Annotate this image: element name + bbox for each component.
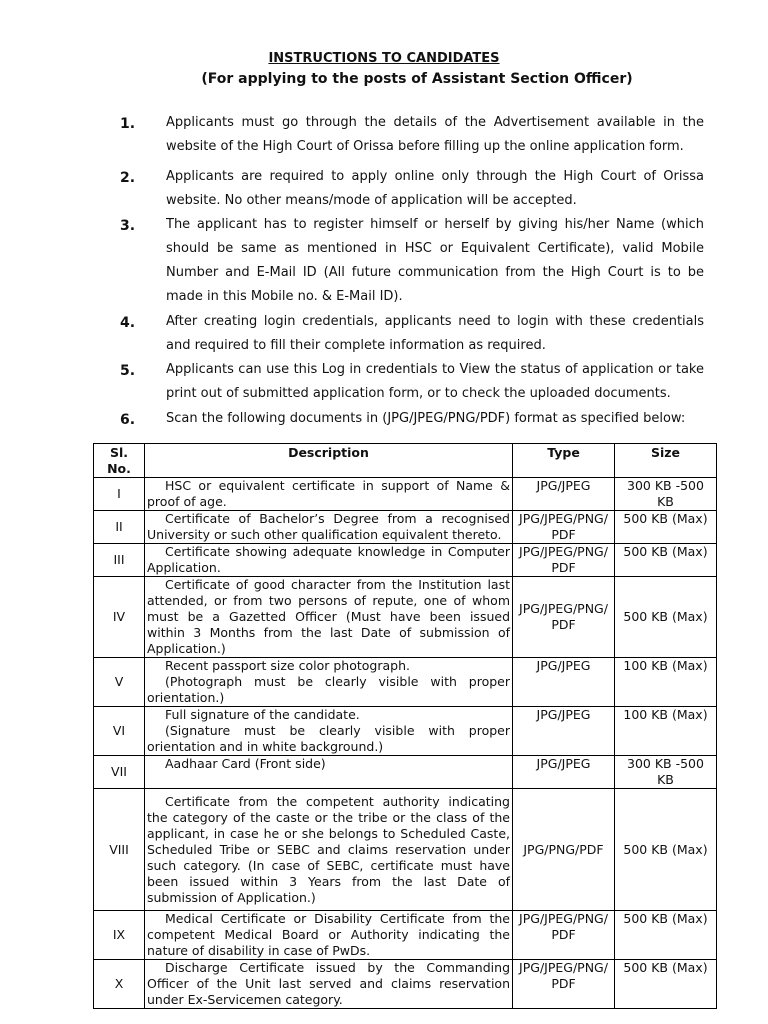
instruction-text: Scan the following documents in (JPG/JPEG/PNG/PDF) format as specified below: xyxy=(166,411,686,426)
row-desc-text: Medical Certificate or Disability Certificate from the competent Medical Board or Authority indicating the nature of disability in case of PwDs. xyxy=(147,911,510,958)
row-type: JPG/JPEG/PNG/ PDF xyxy=(513,511,615,544)
table-row xyxy=(94,577,717,658)
row-sl: IX xyxy=(94,911,145,960)
instruction-number: 2. xyxy=(120,170,136,186)
row-description xyxy=(145,707,513,756)
row-type: JPG/JPEG/PNG/ PDF xyxy=(513,544,615,577)
instruction-number: 4. xyxy=(120,315,136,331)
table-row xyxy=(94,756,717,789)
row-desc-text: Recent passport size color photograph. xyxy=(165,658,410,673)
row-sl: II xyxy=(94,511,145,544)
row-type: JPG/JPEG xyxy=(513,707,615,756)
instruction-number: 3. xyxy=(120,218,136,234)
instruction-number: 6. xyxy=(120,412,136,428)
document-subtitle: (For applying to the posts of Assistant Section Officer) xyxy=(201,71,633,87)
table-row xyxy=(94,707,717,756)
row-size: 500 KB (Max) xyxy=(615,544,717,577)
document-title: INSTRUCTIONS TO CANDIDATES xyxy=(268,51,500,66)
row-desc-text: Certificate of Bachelor’s Degree from a recognised University or such other qualification equivalent thereto. xyxy=(147,511,510,542)
table-row xyxy=(94,658,717,707)
row-sl: IV xyxy=(94,577,145,658)
row-sl: V xyxy=(94,658,145,707)
header-type: Type xyxy=(513,444,615,478)
row-sl: VIII xyxy=(94,789,145,911)
row-desc-text: Certificate from the competent authority indicating the category of the caste or the tribe or the class of the applicant, in case he or she belongs to Scheduled Caste, Scheduled Tribe or SEBC and claims reservation under such category. (In case of SEBC, certificate must have been issued within 3 Years from the last Date of submission of Application.) xyxy=(147,793,510,905)
row-sl: I xyxy=(94,478,145,511)
row-type: JPG/PNG/PDF xyxy=(513,789,615,911)
row-desc-text: HSC or equivalent certificate in support of Name & proof of age. xyxy=(147,478,510,509)
header-sl-no: Sl. No. xyxy=(94,444,145,478)
instruction-text: Applicants can use this Log in credentials to View the status of application or take print out of submitted application form, or to check the uploaded documents. xyxy=(166,362,704,401)
instruction-text: Applicants are required to apply online only through the High Court of Orissa website. No other means/mode of application will be accepted. xyxy=(166,169,704,208)
row-description xyxy=(145,544,513,577)
row-size: 500 KB (Max) xyxy=(615,789,717,911)
table-row xyxy=(94,511,717,544)
row-size: 500 KB (Max) xyxy=(615,960,717,1009)
row-type: JPG/JPEG/PNG/ PDF xyxy=(513,577,615,658)
row-size: 100 KB (Max) xyxy=(615,707,717,756)
row-desc-text: Aadhaar Card (Front side) xyxy=(165,756,326,771)
table-row xyxy=(94,911,717,960)
table-row xyxy=(94,960,717,1009)
header-description: Description xyxy=(145,444,513,478)
instruction-number: 1. xyxy=(120,116,136,132)
instruction-text: After creating login credentials, applicants need to login with these credentials and required to fill their complete information as required. xyxy=(166,314,704,353)
documents-table xyxy=(93,443,717,1009)
row-sl: X xyxy=(94,960,145,1009)
row-desc-text: Full signature of the candidate. xyxy=(165,707,360,722)
table-row xyxy=(94,789,717,911)
header-size: Size xyxy=(615,444,717,478)
instruction-number: 5. xyxy=(120,363,136,379)
row-sl: VII xyxy=(94,756,145,789)
row-desc-text: Certificate showing adequate knowledge in Computer Application. xyxy=(147,544,510,575)
row-type: JPG/JPEG xyxy=(513,658,615,707)
row-desc-text: Discharge Certificate issued by the Commanding Officer of the Unit last served and claims reservation under Ex-Servicemen category. xyxy=(147,960,510,1007)
row-description xyxy=(145,911,513,960)
row-size: 500 KB (Max) xyxy=(615,911,717,960)
row-description xyxy=(145,789,513,911)
row-desc-note: (Signature must be clearly visible with proper orientation and in white background.) xyxy=(147,723,510,754)
table-header-row xyxy=(94,444,717,478)
row-size: 300 KB -500 KB xyxy=(615,756,717,789)
table-row xyxy=(94,478,717,511)
row-description xyxy=(145,960,513,1009)
row-size: 300 KB -500 KB xyxy=(615,478,717,511)
row-type: JPG/JPEG xyxy=(513,478,615,511)
row-size: 500 KB (Max) xyxy=(615,511,717,544)
row-description xyxy=(145,511,513,544)
table-row xyxy=(94,544,717,577)
row-description xyxy=(145,756,513,789)
row-type: JPG/JPEG xyxy=(513,756,615,789)
instruction-text: The applicant has to register himself or herself by giving his/her Name (which should be same as mentioned in HSC or Equivalent Certificate), valid Mobile Number and E-Mail ID (All future communication from the High Court is to be made in this Mobile no. & E-Mail ID). xyxy=(166,217,704,304)
row-desc-note: (Photograph must be clearly visible with proper orientation.) xyxy=(147,674,510,705)
row-sl: VI xyxy=(94,707,145,756)
row-sl: III xyxy=(94,544,145,577)
instruction-text: Applicants must go through the details of the Advertisement available in the website of the High Court of Orissa before filling up the online application form. xyxy=(166,115,704,154)
row-description xyxy=(145,478,513,511)
row-type: JPG/JPEG/PNG/ PDF xyxy=(513,911,615,960)
row-size: 100 KB (Max) xyxy=(615,658,717,707)
row-description xyxy=(145,577,513,658)
row-type: JPG/JPEG/PNG/ PDF xyxy=(513,960,615,1009)
row-desc-text: Certificate of good character from the Institution last attended, or from two persons of repute, one of whom must be a Gazetted Officer (Must have been issued within 3 Months from the last Date of submission of Application.) xyxy=(147,577,510,656)
row-description xyxy=(145,658,513,707)
row-size: 500 KB (Max) xyxy=(615,577,717,658)
